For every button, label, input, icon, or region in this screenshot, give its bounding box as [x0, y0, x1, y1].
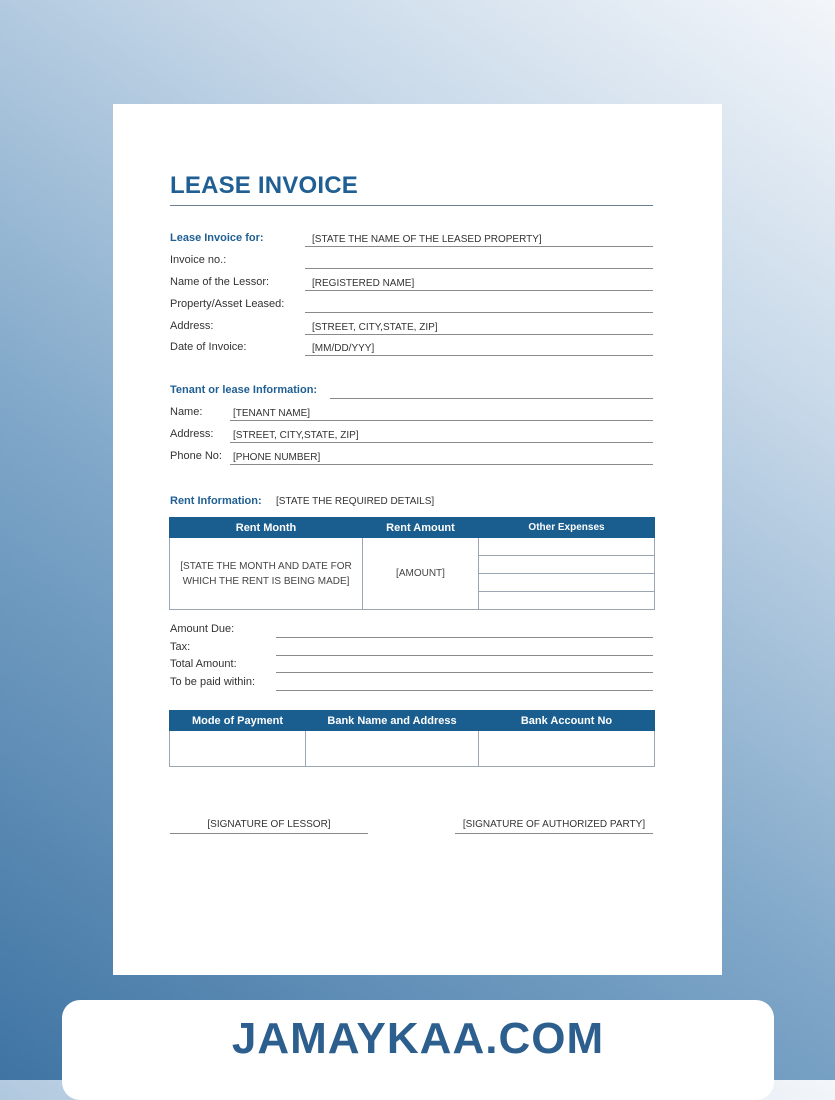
field-label: To be paid within:: [170, 676, 255, 688]
field-label: Property/Asset Leased:: [170, 298, 285, 310]
col-rent-amount: Rent Amount: [363, 518, 479, 538]
rent-heading: Rent Information:: [170, 495, 262, 507]
field-value: [STREET, CITY,STATE, ZIP]: [312, 322, 438, 333]
field-label: Name of the Lessor:: [170, 276, 270, 288]
col-rent-month: Rent Month: [170, 518, 363, 538]
field-label: Name:: [170, 406, 203, 418]
rent-table: [169, 517, 655, 610]
expense-cell[interactable]: [479, 538, 655, 556]
rent-note: [STATE THE REQUIRED DETAILS]: [276, 496, 435, 507]
field-line[interactable]: [230, 442, 653, 443]
field-tenant-name: [170, 403, 653, 421]
field-label: Date of Invoice:: [170, 341, 247, 353]
field-label: Phone No:: [170, 450, 222, 462]
field-invoice-no: [170, 251, 653, 269]
rent-month-cell[interactable]: [STATE THE MONTH AND DATE FOR WHICH THE RENT IS BEING MADE]: [170, 538, 363, 610]
field-value: [STREET, CITY,STATE, ZIP]: [233, 430, 359, 441]
rent-table-header: [170, 518, 655, 538]
field-value: [MM/DD/YYY]: [312, 343, 375, 354]
signature-lessor[interactable]: [170, 819, 368, 834]
field-line[interactable]: [330, 398, 653, 399]
field-label: Lease Invoice for:: [170, 232, 264, 244]
payment-table-header: [170, 711, 655, 731]
field-line[interactable]: [276, 690, 653, 691]
expense-cell[interactable]: [479, 592, 655, 610]
field-value: [REGISTERED NAME]: [312, 278, 415, 289]
payment-mode-cell[interactable]: [170, 731, 306, 767]
field-line[interactable]: [305, 290, 653, 291]
field-amount-due: [170, 620, 653, 638]
field-label: Invoice no.:: [170, 254, 227, 266]
site-logo-text: JAMAYKAA.COM: [231, 1014, 605, 1063]
table-row: [170, 538, 655, 556]
field-invoice-date: [170, 338, 653, 356]
field-lessor-name: [170, 273, 653, 291]
field-value: [PHONE NUMBER]: [233, 452, 321, 463]
field-value: [STATE THE NAME OF THE LEASED PROPERTY]: [312, 234, 542, 245]
signature-authorized-label: [SIGNATURE OF AUTHORIZED PARTY]: [462, 819, 646, 830]
bank-account-cell[interactable]: [479, 731, 655, 767]
signature-lessor-label: [SIGNATURE OF LESSOR]: [207, 819, 331, 830]
expense-cell[interactable]: [479, 574, 655, 592]
col-bank-name-address: Bank Name and Address: [306, 711, 479, 731]
field-tax: [170, 638, 653, 656]
tenant-heading-row: [170, 381, 653, 399]
field-label: Address:: [170, 320, 214, 332]
rent-heading-row: [170, 492, 653, 510]
signature-authorized[interactable]: [455, 819, 653, 834]
site-banner: [62, 1000, 774, 1100]
field-label: Address:: [170, 428, 214, 440]
field-label: Total Amount:: [170, 658, 237, 670]
tenant-heading: Tenant or lease Information:: [170, 384, 318, 396]
invoice-title: LEASE INVOICE: [170, 172, 358, 199]
field-tenant-address: [170, 425, 653, 443]
field-label: Tax:: [170, 641, 191, 653]
field-line[interactable]: [305, 334, 653, 335]
field-total-amount: [170, 655, 653, 673]
field-value: [TENANT NAME]: [233, 408, 311, 419]
payment-table: [169, 710, 655, 767]
field-label: Amount Due:: [170, 623, 235, 635]
col-other-expenses: Other Expenses: [479, 518, 655, 538]
field-address: [170, 317, 653, 335]
title-rule: [170, 205, 653, 206]
col-bank-account-no: Bank Account No: [479, 711, 655, 731]
field-line[interactable]: [230, 420, 653, 421]
field-line[interactable]: [305, 355, 653, 356]
field-line[interactable]: [230, 464, 653, 465]
field-line[interactable]: [305, 312, 653, 313]
field-lease-invoice-for: [170, 229, 653, 247]
expense-cell[interactable]: [479, 556, 655, 574]
field-tenant-phone: [170, 447, 653, 465]
bank-name-cell[interactable]: [306, 731, 479, 767]
field-property-leased: [170, 295, 653, 313]
table-row: [170, 731, 655, 767]
field-paid-within: [170, 673, 653, 691]
field-line[interactable]: [305, 268, 653, 269]
invoice-page: [113, 104, 722, 975]
col-mode-of-payment: Mode of Payment: [170, 711, 306, 731]
field-line[interactable]: [305, 246, 653, 247]
rent-amount-cell[interactable]: [AMOUNT]: [363, 538, 479, 610]
